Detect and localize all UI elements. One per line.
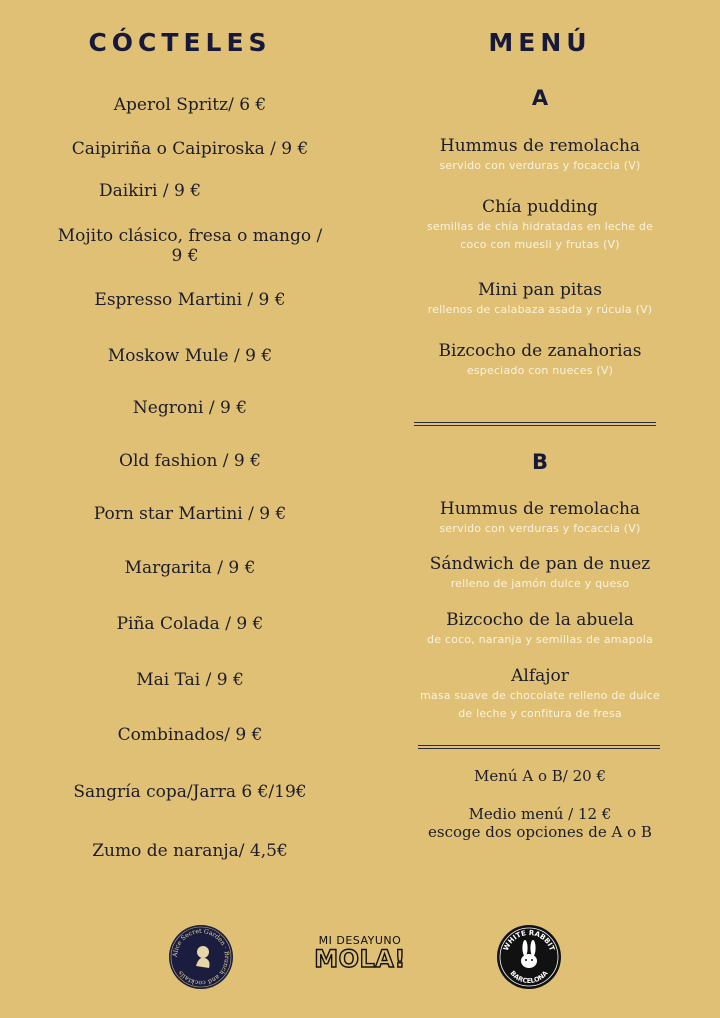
menu-item-name: Bizcocho de zanahorias [438, 341, 642, 361]
menu-item-name: Bizcocho de la abuela [446, 610, 634, 630]
menu-item-name: Hummus de remolacha [439, 499, 641, 519]
menu-item [400, 498, 680, 538]
menu-item-desc: de coco, naranja y semillas de amapola [427, 633, 653, 646]
cocktail-item: Old fashion / 9 € [119, 451, 261, 471]
cocktail-item: Piña Colada / 9 € [116, 614, 264, 634]
cocktails-heading: CÓCTELES [88, 28, 272, 57]
cocktail-item: Caipiriña o Caipiroska / 9 € [71, 139, 309, 159]
cocktail-item: Espresso Martini / 9 € [94, 290, 286, 310]
cocktail-item: Mai Tai / 9 € [136, 670, 244, 690]
secret-garden-logo [168, 924, 234, 990]
menu-heading: MENÚ [488, 28, 592, 57]
menu-item-name: Chía pudding [482, 197, 598, 217]
menu-item-desc: coco con muesli y frutas (V) [460, 238, 620, 251]
menu-item-desc: servido con verduras y focaccia (V) [439, 522, 641, 535]
mi-desayuno-mola-logo [308, 934, 412, 978]
cocktail-item: Negroni / 9 € [132, 398, 248, 418]
menu-item [400, 609, 680, 649]
menu-price-full: Menú A o B/ 20 € [474, 767, 606, 785]
menu-item-name: Sándwich de pan de nuez [429, 554, 651, 574]
white-rabbit-logo [496, 924, 562, 990]
cocktail-item: Margarita / 9 € [124, 558, 256, 578]
cocktail-item: Porn star Martini / 9 € [93, 504, 287, 524]
menu-item-desc: especiado con nueces (V) [466, 364, 614, 377]
section-b-letter: B [531, 450, 548, 474]
cocktail-item-price: 9 € [171, 246, 199, 266]
cocktail-item: Zumo de naranja/ 4,5€ [92, 841, 288, 861]
menu-item-name: Hummus de remolacha [439, 136, 641, 156]
cocktail-item: Moskow Mule / 9 € [107, 346, 273, 366]
menu-item [400, 553, 680, 593]
menu-item-name: Mini pan pitas [477, 280, 602, 300]
menu-item [400, 279, 680, 319]
menu-item [400, 340, 680, 380]
menu-item [400, 665, 680, 723]
section-a-letter: A [531, 86, 549, 110]
svg-text:Alice Secret Garden · Brunch a: Alice Secret Garden · Brunch and cocktails [171, 927, 231, 987]
svg-text:WHITE RABBIT: WHITE RABBIT [502, 928, 556, 952]
menu-item-desc: relleno de jamón dulce y queso [450, 577, 630, 590]
menu-item-desc: rellenos de calabaza asada y rúcula (V) [427, 303, 653, 316]
menu-item-desc: masa suave de chocolate relleno de dulce [420, 689, 660, 702]
menu-price-half-note: escoge dos opciones de A o B [428, 823, 652, 841]
cocktail-item: Aperol Spritz/ 6 € [113, 95, 267, 115]
svg-text:BARCELONA: BARCELONA [508, 969, 550, 986]
logo-line2: MOLA! [314, 945, 406, 973]
cocktail-item: Mojito clásico, fresa o mango / [57, 226, 323, 246]
menu-item [400, 135, 680, 175]
cocktail-item: Daikiri / 9 € [98, 181, 202, 201]
menu-item-desc: semillas de chía hidratadas en leche de [426, 220, 654, 233]
menu-item-desc: de leche y confitura de fresa [458, 707, 622, 720]
menu-item [400, 196, 680, 254]
section-divider [414, 422, 656, 423]
menu-item-desc: servido con verduras y focaccia (V) [439, 159, 641, 172]
cocktail-item: Sangría copa/Jarra 6 €/19€ [73, 782, 307, 802]
cocktail-item: Combinados/ 9 € [117, 725, 263, 745]
menu-item-name: Alfajor [511, 666, 569, 686]
logo-line1: MI DESAYUNO [318, 934, 402, 947]
menu-price-half: Medio menú / 12 € [468, 805, 612, 823]
section-divider [418, 745, 660, 746]
